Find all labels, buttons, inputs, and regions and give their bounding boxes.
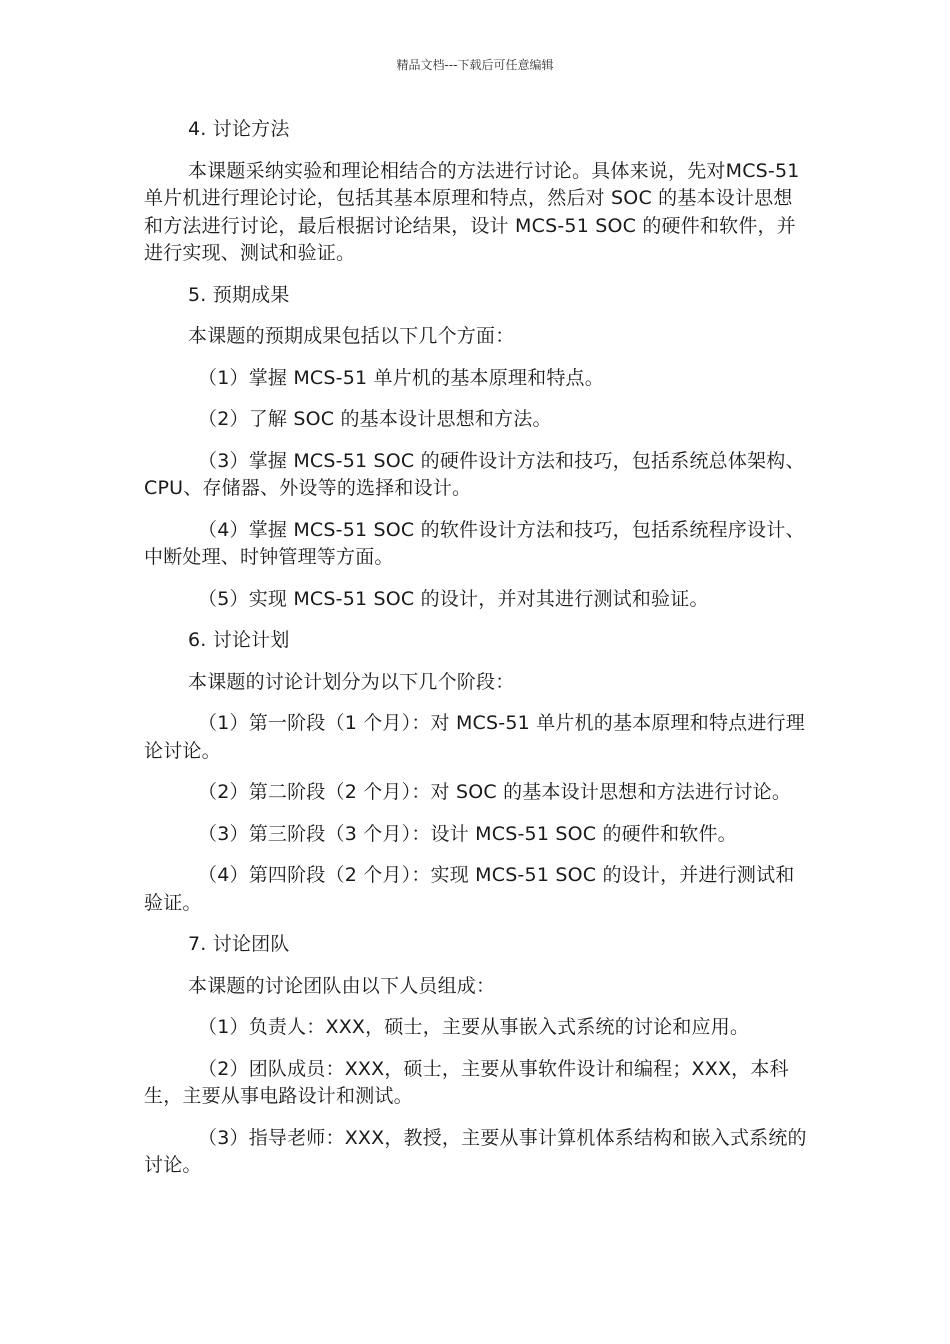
list-item: （3）指导老师：XXX，教授，主要从事计算机体系结构和嵌入式系统的讨论。 bbox=[144, 1126, 807, 1176]
list-item: （1）第一阶段（1 个月）：对 MCS-51 单片机的基本原理和特点进行理论讨论。 bbox=[144, 712, 805, 762]
list-item: （4）掌握 MCS-51 SOC 的软件设计方法和技巧，包括系统程序设计、中断处理、时钟管理等方面。 bbox=[144, 518, 805, 568]
section-heading-expected-results: 5. 预期成果 bbox=[188, 283, 290, 306]
list-item: （3）掌握 MCS-51 SOC 的硬件设计方法和技巧，包括系统总体架构、CPU、存储器、外设等的选择和设计。 bbox=[144, 449, 805, 499]
body-paragraph: 本课题的讨论计划分为以下几个阶段： bbox=[188, 670, 515, 693]
section-heading-methods: 4. 讨论方法 bbox=[188, 118, 290, 140]
list-item: （3）第三阶段（3 个月）：设计 MCS-51 SOC 的硬件和软件。 bbox=[198, 822, 737, 845]
list-item: （2）第二阶段（2 个月）：对 SOC 的基本设计思想和方法进行讨论。 bbox=[198, 781, 792, 803]
document-body bbox=[144, 116, 808, 1194]
body-paragraph: 本课题的讨论团队由以下人员组成： bbox=[188, 974, 496, 997]
list-item: （1）掌握 MCS-51 单片机的基本原理和特点。 bbox=[198, 366, 604, 389]
section-heading-plan: 6. 讨论计划 bbox=[188, 629, 290, 651]
page-header: 精品文档---下载后可任意编辑 bbox=[396, 58, 554, 72]
body-paragraph: 本课题的预期成果包括以下几个方面： bbox=[188, 325, 515, 347]
list-item: （2）了解 SOC 的基本设计思想和方法。 bbox=[198, 408, 552, 430]
body-paragraph: 本课题采纳实验和理论相结合的方法进行讨论。具体来说，先对MCS-51 单片机进行理论讨论，包括其基本原理和特点，然后对 SOC 的基本设计思想和方法进行讨论，最后根据讨论结果，设计 MCS-51 SOC 的硬件和软件，并进行实现、测试和验证。 bbox=[144, 159, 800, 264]
list-item: （4）第四阶段（2 个月）：实现 MCS-51 SOC 的设计，并进行测试和验证。 bbox=[144, 864, 795, 914]
list-item: （5）实现 MCS-51 SOC 的设计，并对其进行测试和验证。 bbox=[198, 587, 709, 610]
list-item: （1）负责人：XXX，硕士，主要从事嵌入式系统的讨论和应用。 bbox=[198, 1016, 750, 1038]
section-heading-team: 7. 讨论团队 bbox=[188, 933, 290, 955]
list-item: （2）团队成员：XXX，硕士，主要从事软件设计和编程；XXX，本科生，主要从事电路设计和测试。 bbox=[144, 1057, 789, 1107]
